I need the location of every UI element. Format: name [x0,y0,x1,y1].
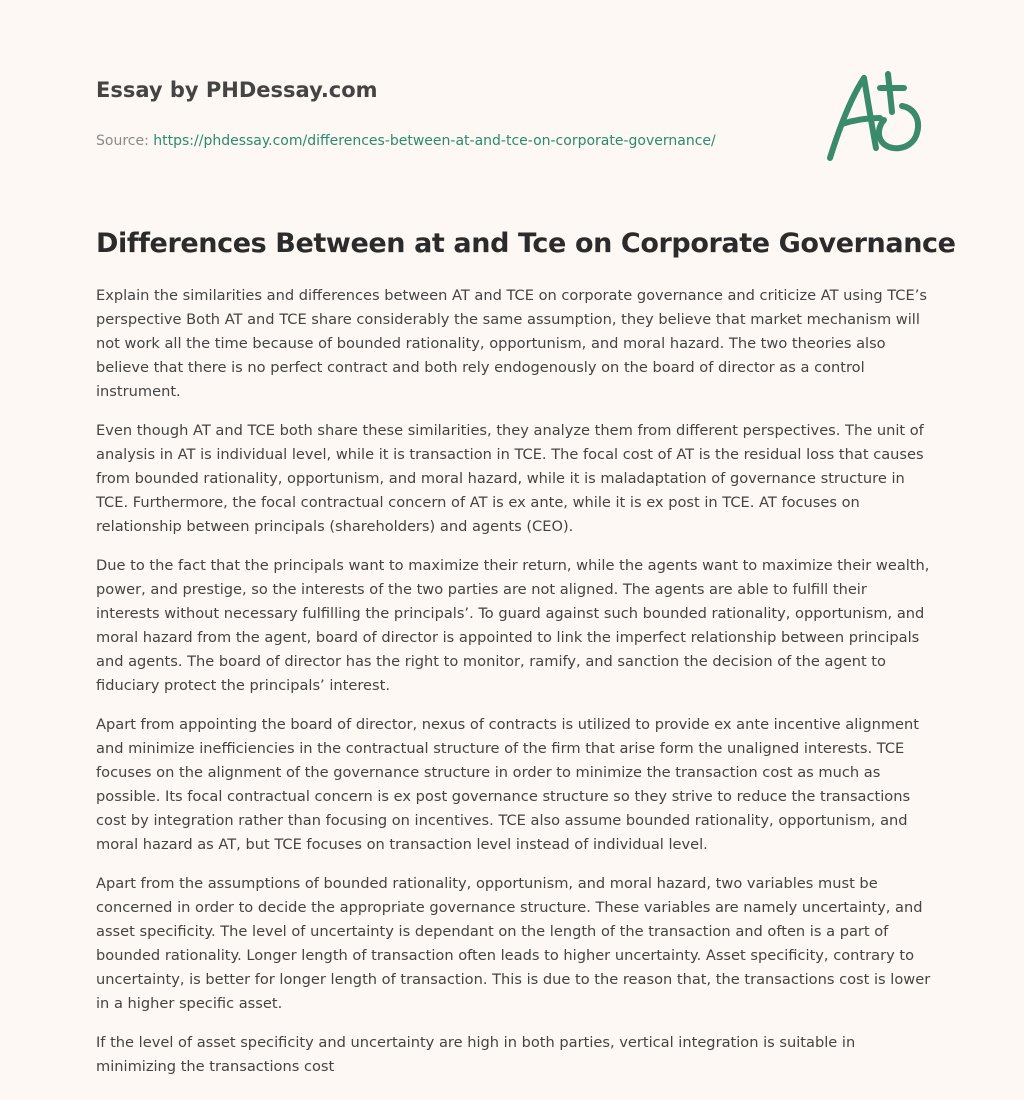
source-line [96,132,796,150]
article-paragraph: Apart from appointing the board of director, nexus of contracts is utilized to provide ex ante incentive alignment and minimize inefficiencies in the contractual structure of the firm that arise form the unaligned interests. TCE focuses on the alignment of the governance structure in order to minimize the transaction cost as much as possible. Its focal contractual concern is ex post governance structure so they strive to reduce the transactions cost by integration rather than focusing on incentives. TCE also assume bounded rationality, opportunism, and moral hazard as AT, but TCE focuses on transaction level instead of individual level. [96,716,919,853]
article-title: Differences Between at and Tce on Corporate Governance [96,228,956,259]
article-paragraph: Explain the similarities and differences between AT and TCE on corporate governance and criticize AT using TCE’s perspective Both AT and TCE share considerably the same assumption, they believe that market mechanism will not work all the time because of bounded rationality, opportunism, and moral hazard. The two theories also believe that there is no perfect contract and both rely endogenously on the board of director as a control instrument. [96,287,927,400]
article-paragraph: If the level of asset specificity and uncertainty are high in both parties, vertical integration is suitable in minimizing the transactions cost [96,1034,856,1075]
source-link[interactable]: https://phdessay.com/differences-between-at-and-tce-on-corporate-governance/ [153,133,716,149]
essay-header [96,74,796,150]
source-label: Source: [96,133,149,149]
article-paragraph: Even though AT and TCE both share these similarities, they analyze them from different perspectives. The unit of analysis in AT is individual level, while it is transaction in TCE. The focal cost of AT is the residual loss that causes from bounded rationality, opportunism, and moral hazard, while it is maladaptation of governance structure in TCE. Furthermore, the focal contractual concern of AT is ex ante, while it is ex post in TCE. AT focuses on relationship between principals (shareholders) and agents (CEO). [96,422,924,535]
a-plus-logo-icon [818,66,930,166]
site-title: Essay by PHDessay.com [96,78,378,102]
article-body [96,284,934,1094]
article-paragraph: Due to the fact that the principals want to maximize their return, while the agents want to maximize their wealth, power, and prestige, so the interests of the two parties are not aligned. The agents are able to fulfill their interests without necessary fulfilling the principals’. To guard against such bounded rationality, opportunism, and moral hazard from the agent, board of director is appointed to link the imperfect relationship between principals and agents. The board of director has the right to monitor, ramify, and sanction the decision of the agent to fiduciary protect the principals’ interest. [96,557,930,694]
article-paragraph: Apart from the assumptions of bounded rationality, opportunism, and moral hazard, two variables must be concerned in order to decide the appropriate governance structure. These variables are namely uncertainty, and asset specificity. The level of uncertainty is dependant on the length of the transaction and often is a part of bounded rationality. Longer length of transaction often leads to higher uncertainty. Asset specificity, contrary to uncertainty, is better for longer length of transaction. This is due to the reason that, the transactions cost is lower in a higher specific asset. [96,875,931,1012]
